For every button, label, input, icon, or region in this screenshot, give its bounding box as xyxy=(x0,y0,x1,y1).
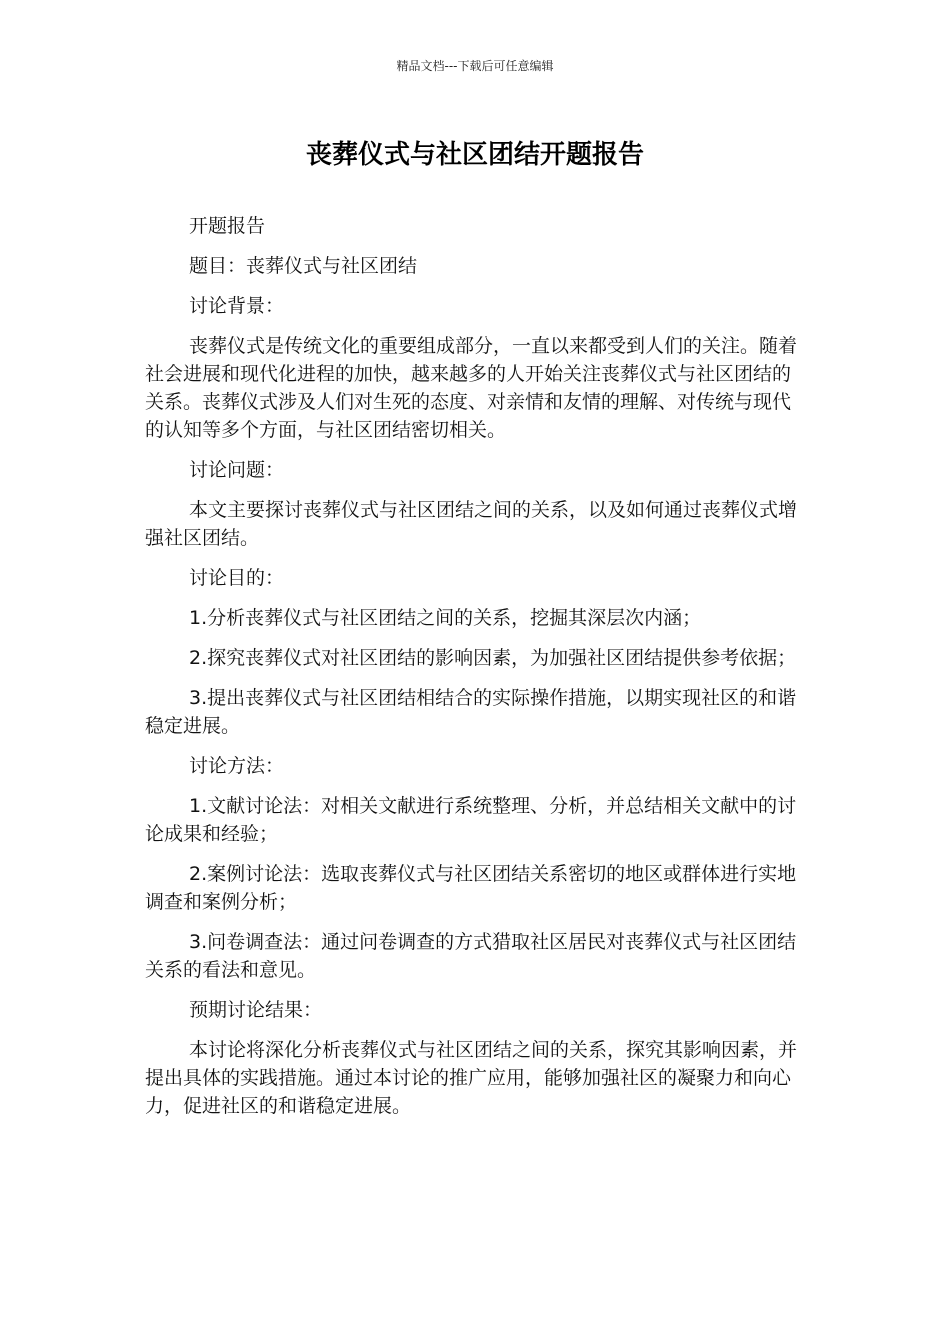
paragraph-report-label: 开题报告 xyxy=(189,215,266,237)
paragraph-background-body: 丧葬仪式是传统文化的重要组成部分，一直以来都受到人们的关注。随着社会进展和现代化进程的加快，越来越多的人开始关注丧葬仪式与社区团结的关系。丧葬仪式涉及人们对生死的态度、对亲情和友情的理解、对传统与现代的认知等多个方面，与社区团结密切相关。 xyxy=(145,335,798,441)
paragraph-method-item-3: 3.问卷调查法：通过问卷调查的方式猎取社区居民对丧葬仪式与社区团结关系的看法和意见。 xyxy=(145,931,797,981)
paragraph-question-body: 本文主要探讨丧葬仪式与社区团结之间的关系，以及如何通过丧葬仪式增强社区团结。 xyxy=(145,499,798,549)
paragraph-purpose-heading: 讨论目的： xyxy=(189,567,285,589)
paragraph-background-heading: 讨论背景： xyxy=(189,295,285,317)
paragraph-purpose-item-1: 1.分析丧葬仪式与社区团结之间的关系，挖掘其深层次内涵； xyxy=(189,607,702,629)
paragraph-question-heading: 讨论问题： xyxy=(189,459,285,481)
paragraph-method-item-2: 2.案例讨论法：选取丧葬仪式与社区团结关系密切的地区或群体进行实地调查和案例分析； xyxy=(145,863,797,913)
document-body xyxy=(145,212,805,1132)
paragraph-topic: 题目：丧葬仪式与社区团结 xyxy=(189,255,418,277)
paragraph-results-heading: 预期讨论结果： xyxy=(189,999,323,1021)
header-note: 精品文档---下载后可任意编辑 xyxy=(396,59,554,73)
paragraph-purpose-item-2: 2.探究丧葬仪式对社区团结的影响因素，为加强社区团结提供参考依据； xyxy=(189,647,797,669)
paragraph-method-item-1: 1.文献讨论法：对相关文献进行系统整理、分析，并总结相关文献中的讨论成果和经验； xyxy=(145,795,797,845)
paragraph-purpose-item-3: 3.提出丧葬仪式与社区团结相结合的实际操作措施，以期实现社区的和谐稳定进展。 xyxy=(145,687,797,737)
paragraph-results-body: 本讨论将深化分析丧葬仪式与社区团结之间的关系，探究其影响因素，并提出具体的实践措施。通过本讨论的推广应用，能够加强社区的凝聚力和向心力，促进社区的和谐稳定进展。 xyxy=(145,1039,798,1117)
document-title: 丧葬仪式与社区团结开题报告 xyxy=(305,140,644,170)
paragraph-method-heading: 讨论方法： xyxy=(189,755,285,777)
